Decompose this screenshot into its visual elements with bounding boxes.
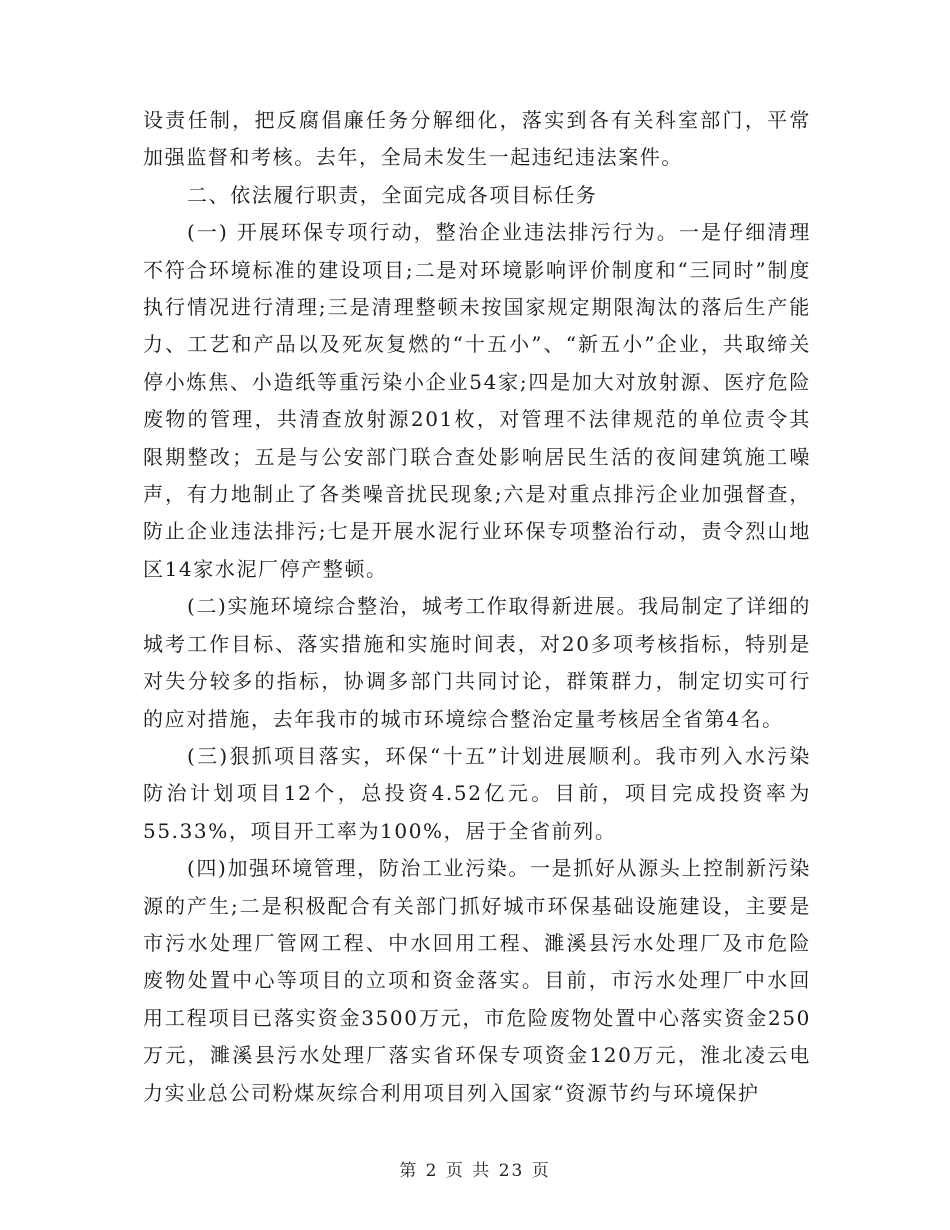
paragraph-comprehensive-rectification: (二)实施环境综合整治，城考工作取得新进展。我局制定了详细的城考工作目标、落实措施和实施时间表，对20多项考核指标，特别是对失分较多的指标，协调多部门共同讨论，群策群力，制定切实可行的应对措施，去年我市的城市环境综合整治定量考核居全省第4名。 <box>143 594 811 731</box>
document-body <box>143 102 811 1112</box>
paragraph-industrial-pollution: (四)加强环境管理，防治工业污染。一是抓好从源头上控制新污染源的产生;二是积极配合有关部门抓好城市环保基础设施建设，主要是市污水处理厂管网工程、中水回用工程、濉溪县污水处理厂及市危险废物处置中心等项目的立项和资金落实。目前，市污水处理厂中水回用工程项目已落实资金3500万元，市危险废物处置中心落实资金250万元，濉溪县污水处理厂落实省环保专项资金120万元，淮北凌云电力实业总公司粉煤灰综合利用项目列入国家“资源节约与环境保护 <box>143 856 811 1105</box>
section-heading-duties: 二、依法履行职责，全面完成各项目标任务 <box>187 182 598 207</box>
paragraph-env-special-action: (一) 开展环保专项行动，整治企业违法排污行为。一是仔细清理不符合环境标准的建设项目;二是对环境影响评价制度和“三同时”制度执行情况进行清理;三是清理整顿未按国家规定期限淘汰的落后生产能力、工艺和产品以及死灰复燃的“十五小”、“新五小”企业，共取缔关停小炼焦、小造纸等重污染小企业54家;四是加大对放射源、医疗危险废物的管理，共清查放射源201枚，对管理不法律规范的单位责令其限期整改；五是与公安部门联合查处影响居民生活的夜间建筑施工噪声，有力地制止了各类噪音扰民现象;六是对重点排污企业加强督查，防止企业违法排污;七是开展水泥行业环保专项整治行动，责令烈山地区14家水泥厂停产整顿。 <box>143 220 811 581</box>
paragraph-responsibility-system: 设责任制，把反腐倡廉任务分解细化，落实到各有关科室部门，平常加强监督和考核。去年，全局未发生一起违纪违法案件。 <box>143 108 811 170</box>
page-number-footer: 第 2 页 共 23 页 <box>399 1161 551 1181</box>
paragraph-project-implementation: (三)狠抓项目落实，环保“十五”计划进展顺利。我市列入水污染防治计划项目12个，总投资4.52亿元。目前，项目完成投资率为55.33%，项目开工率为100%，居于全省前列。 <box>143 743 811 843</box>
